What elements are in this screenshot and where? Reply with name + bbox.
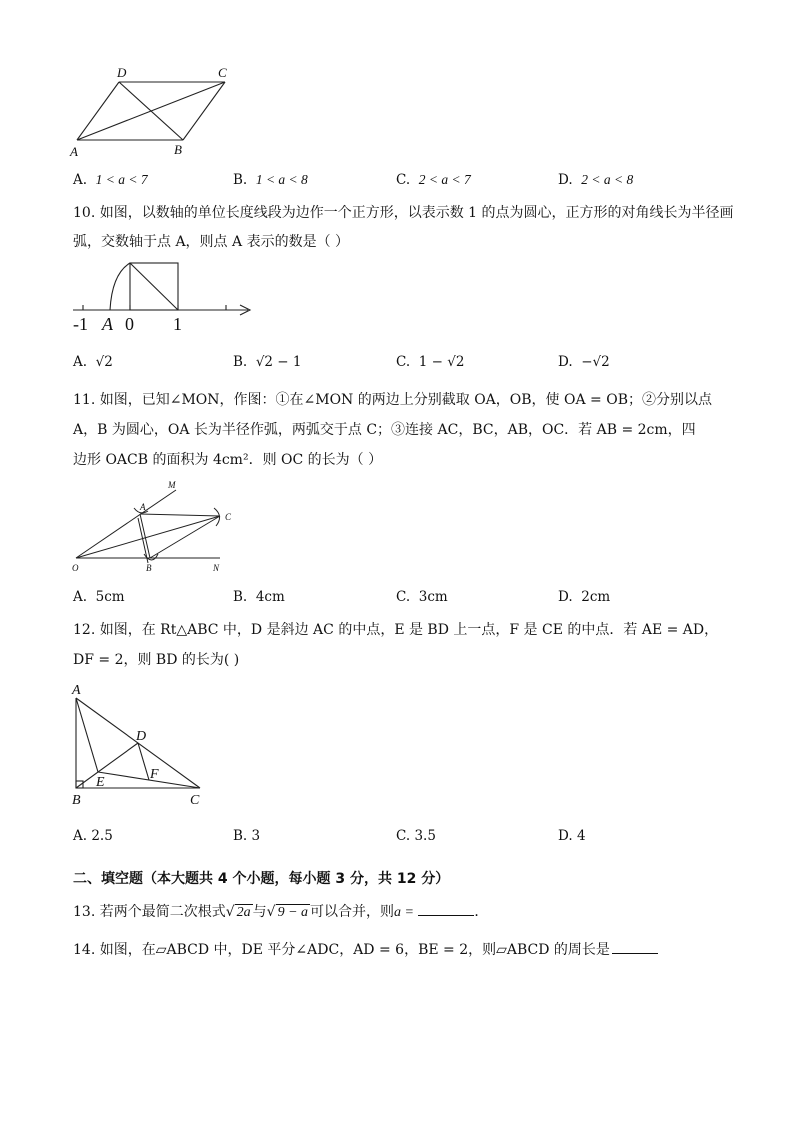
label-C: C bbox=[225, 512, 232, 522]
segment-BC bbox=[150, 516, 220, 558]
q12-option-b: B. 3 bbox=[233, 828, 261, 844]
diagonal-BD bbox=[119, 82, 183, 140]
label-M: M bbox=[168, 480, 176, 490]
q13-answer-blank[interactable] bbox=[418, 915, 474, 916]
q10-option-c: C. 1 − √2 bbox=[396, 354, 465, 370]
q12-stem-line1: 12. 如图，在 Rt△ABC 中，D 是斜边 AC 的中点，E 是 BD 上一点，F 是 CE 的中点．若 AE = AD， bbox=[73, 622, 719, 638]
label-B: B bbox=[72, 793, 81, 808]
ray-OM bbox=[76, 490, 176, 558]
label-A: A bbox=[72, 683, 81, 698]
segment-AC bbox=[140, 514, 220, 516]
label-D: D bbox=[117, 65, 127, 80]
q10-option-b: B. √2 − 1 bbox=[233, 354, 302, 370]
segment-DF bbox=[138, 743, 149, 780]
square-diagonal bbox=[130, 263, 178, 310]
label-D: D bbox=[136, 729, 147, 744]
q9-option-d: D. 2 < a < 8 bbox=[558, 172, 634, 188]
q11-stem-line2: A，B 为圆心，OA 长为半径作弧，两弧交于点 C；③连接 AC，BC，AB，OC．若 AB = 2cm，四 bbox=[73, 422, 696, 438]
q9-option-c: C. 2 < a < 7 bbox=[396, 172, 471, 188]
q11-option-d: D. 2cm bbox=[558, 589, 611, 605]
label-C: C bbox=[190, 793, 200, 808]
q14-stem: 14. 如图，在▱ABCD 中，DE 平分∠ADC，AD = 6，BE = 2，则▱ABCD 的周长是 bbox=[73, 940, 658, 960]
label-B: B bbox=[146, 563, 152, 573]
section-2-title: 二、填空题（本大题共 4 个小题，每小题 3 分，共 12 分） bbox=[73, 871, 450, 887]
q11-option-a: A. 5cm bbox=[73, 589, 125, 605]
q10-stem-line1: 10. 如图，以数轴的单位长度线段为边作一个正方形，以表示数 1 的点为圆心，正方形的对角线长为半径画 bbox=[73, 205, 734, 221]
label-O: O bbox=[72, 563, 79, 573]
q9-parallelogram-figure bbox=[60, 60, 240, 165]
q11-angle-construction-figure bbox=[68, 478, 243, 578]
label-N: N bbox=[213, 563, 220, 573]
label-C: C bbox=[218, 65, 227, 80]
q11-option-c: C. 3cm bbox=[396, 589, 448, 605]
q10-option-a: A. √2 bbox=[73, 354, 113, 370]
label-one: 1 bbox=[173, 314, 182, 334]
q9-option-a: A. 1 < a < 7 bbox=[73, 172, 148, 188]
radical-2: √ 9 − a bbox=[266, 904, 309, 920]
label-minus-one: -1 bbox=[73, 314, 88, 334]
q11-stem-line1: 11. 如图，已知∠MON，作图：①在∠MON 的两边上分别截取 OA，OB，使 OA = OB；②分别以点 bbox=[73, 392, 712, 408]
label-zero: 0 bbox=[125, 314, 134, 334]
q10-stem-line2: 弧，交数轴于点 A，则点 A 表示的数是（ ） bbox=[73, 234, 350, 250]
segment-AE bbox=[76, 698, 98, 772]
q14-answer-blank[interactable] bbox=[612, 953, 658, 954]
q11-option-b: B. 4cm bbox=[233, 589, 285, 605]
label-A: A bbox=[70, 144, 78, 159]
q12-stem-line2: DF = 2，则 BD 的长为( ) bbox=[73, 652, 240, 668]
q12-option-d: D. 4 bbox=[558, 828, 586, 844]
q10-number-line-figure bbox=[68, 258, 268, 338]
arc bbox=[110, 263, 130, 310]
q9-option-b: B. 1 < a < 8 bbox=[233, 172, 308, 188]
label-B: B bbox=[174, 142, 182, 157]
label-A: A bbox=[102, 314, 113, 334]
label-A: A bbox=[140, 502, 146, 512]
q12-option-c: C. 3.5 bbox=[396, 828, 436, 844]
segment-BD bbox=[76, 743, 138, 788]
radical-1: √ 2a bbox=[225, 904, 251, 920]
label-F: F bbox=[150, 767, 159, 782]
segment-OC bbox=[76, 516, 220, 558]
label-E: E bbox=[96, 775, 105, 790]
q12-right-triangle-figure bbox=[68, 680, 218, 810]
q10-option-d: D. −√2 bbox=[558, 354, 610, 370]
q12-option-a: A. 2.5 bbox=[73, 828, 113, 844]
q11-stem-line3: 边形 OACB 的面积为 4cm²．则 OC 的长为（ ） bbox=[73, 452, 383, 468]
q13-stem: 13. 若两个最简二次根式√ 2a 与√ 9 − a 可以合并，则a = ． bbox=[73, 904, 489, 920]
